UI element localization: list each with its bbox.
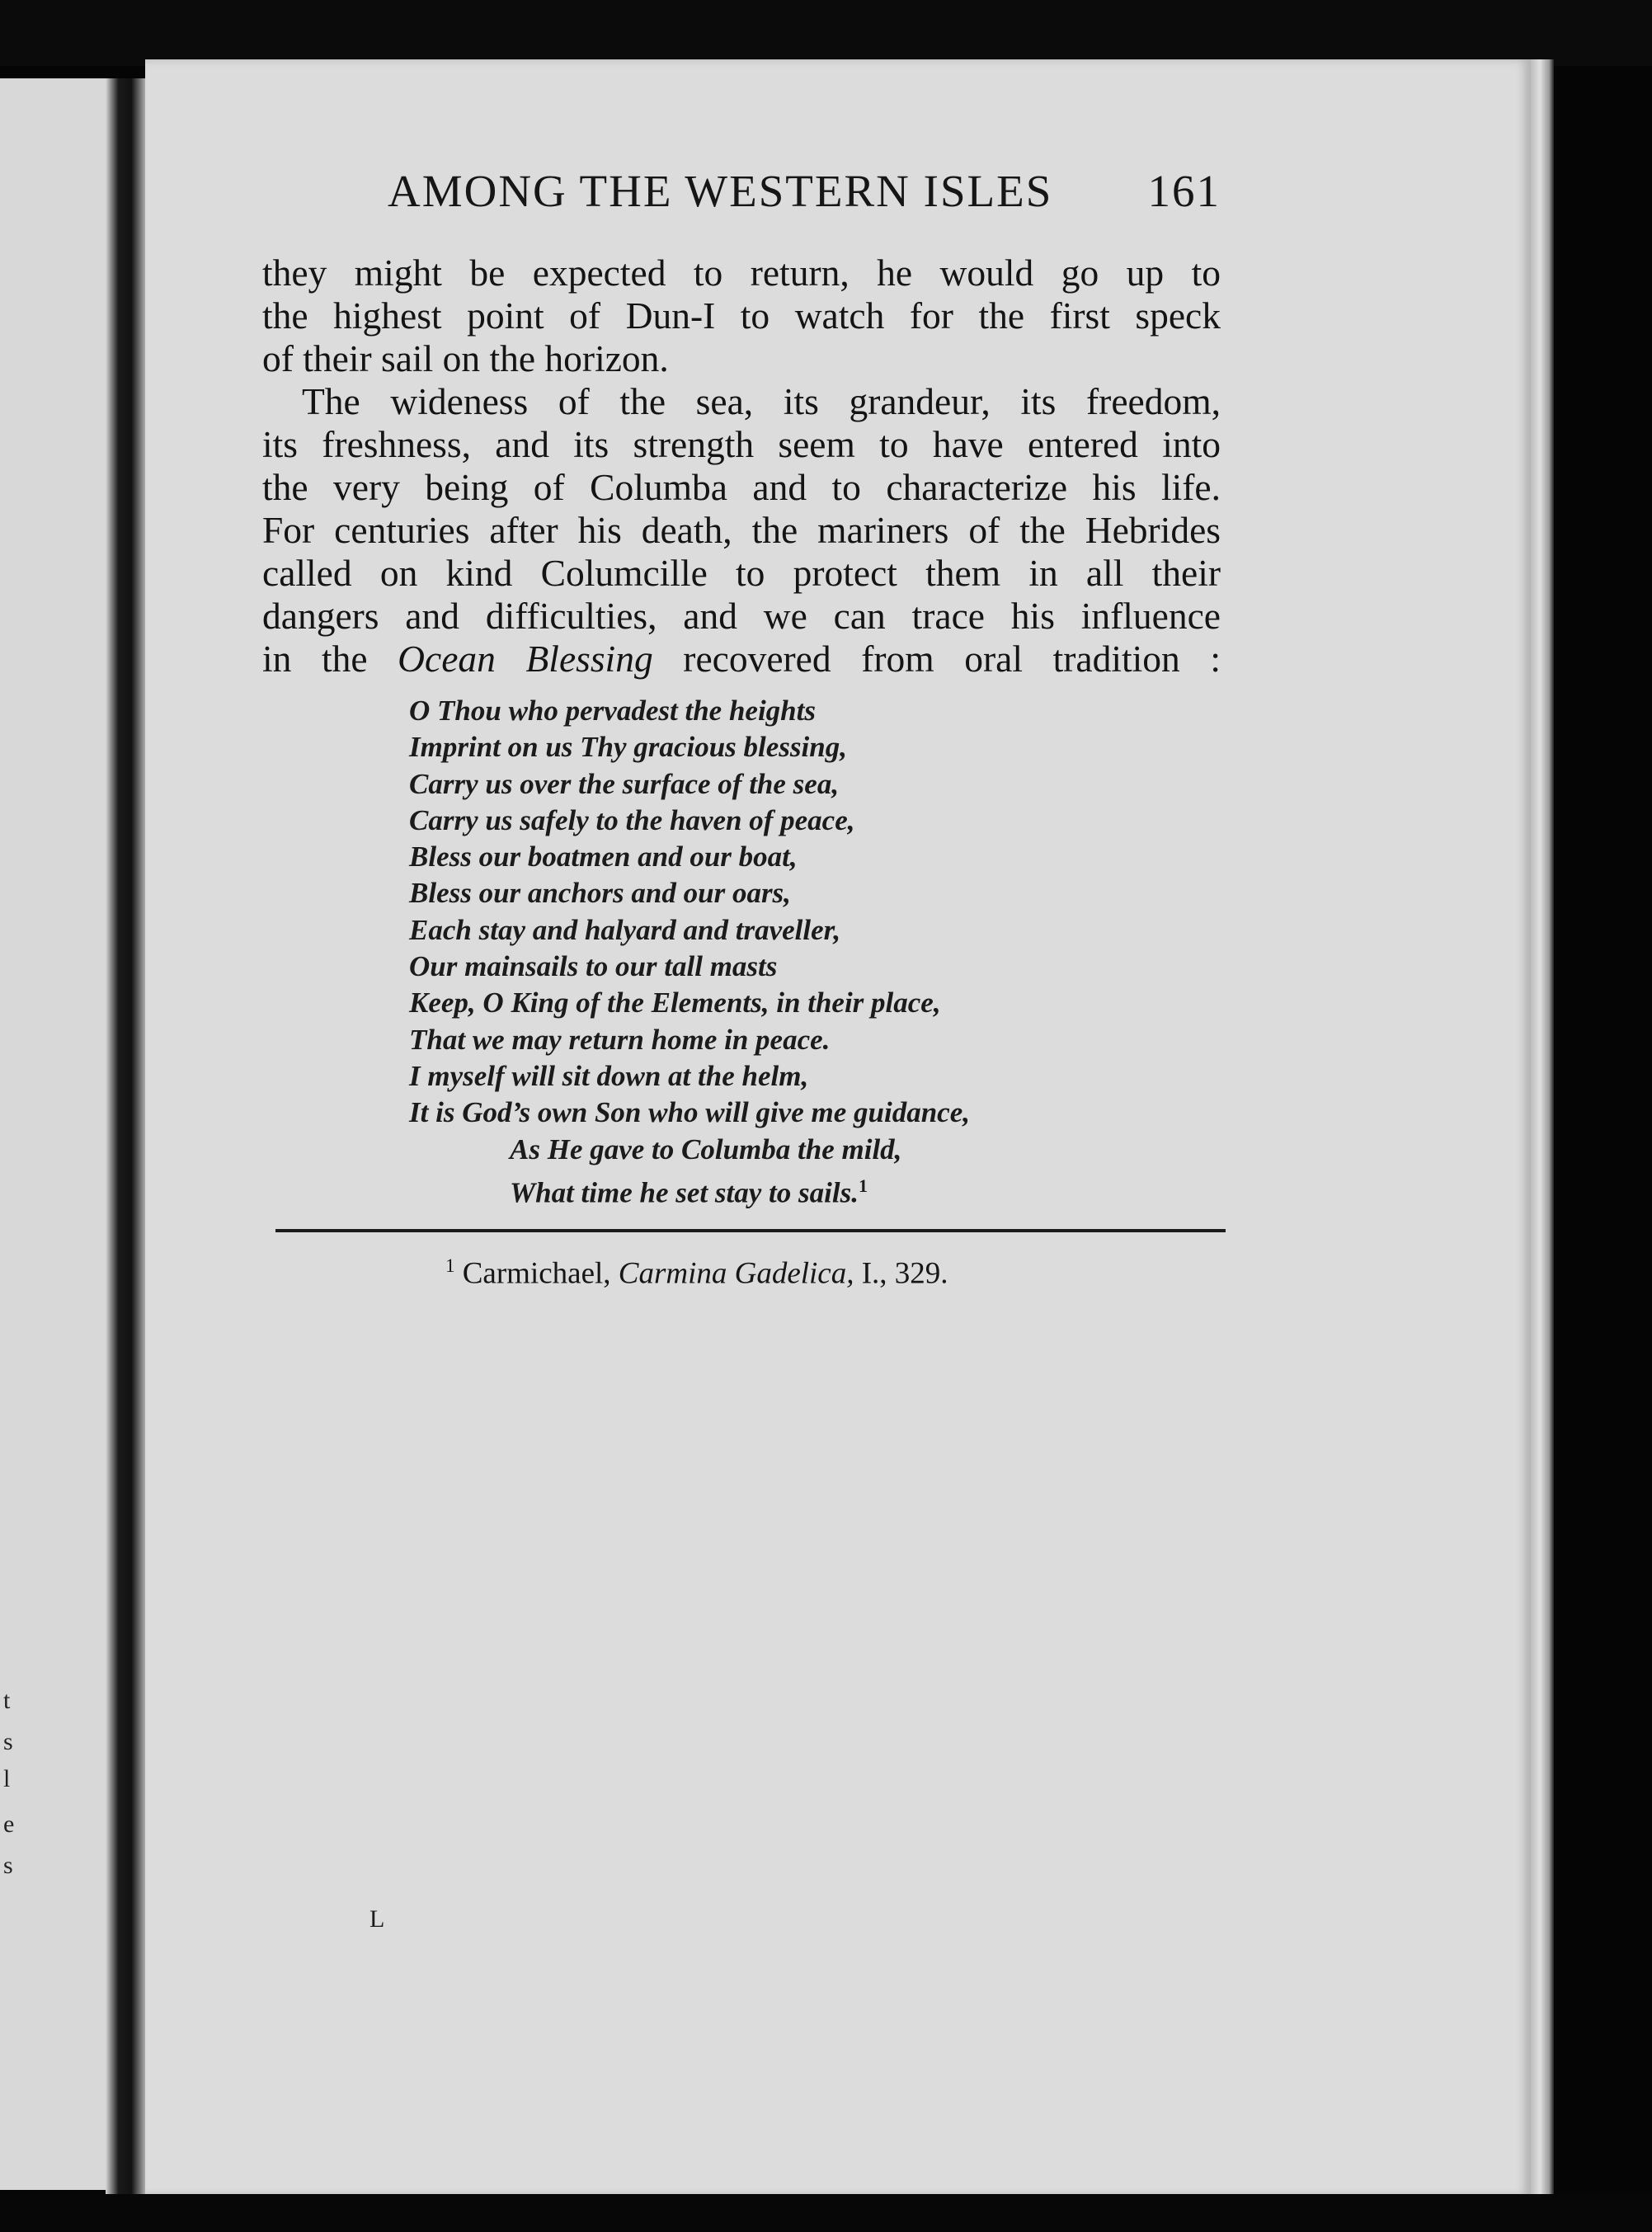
footnote-marker: 1 bbox=[445, 1255, 455, 1276]
ocean-blessing-poem bbox=[409, 693, 1151, 1212]
poem-line bbox=[409, 1168, 1151, 1212]
text-run: in the bbox=[262, 638, 398, 680]
facing-page-edge bbox=[0, 78, 115, 2190]
poem-line: As He gave to Columba the mild, bbox=[510, 1132, 902, 1165]
facing-page-char: l bbox=[3, 1765, 11, 1792]
running-title: AMONG THE WESTERN ISLES bbox=[388, 166, 1053, 216]
footnote-ref-text: I., 329. bbox=[854, 1256, 948, 1291]
poem-line: Our mainsails to our tall masts bbox=[409, 950, 778, 983]
paragraph-2 bbox=[262, 380, 1221, 680]
body-text bbox=[262, 252, 1221, 680]
text-line: of their sail on the horizon. bbox=[262, 337, 669, 379]
facing-page-char: t bbox=[3, 1687, 11, 1714]
scan-top-border bbox=[0, 0, 1652, 66]
facing-page-char: s bbox=[3, 1852, 13, 1879]
page-fore-edge bbox=[1531, 59, 1554, 2196]
text-line: the highest point of Dun-I to watch for the first speck bbox=[262, 294, 1221, 337]
footnote-author: Carmichael, bbox=[462, 1256, 619, 1291]
poem-line: Imprint on us Thy gracious blessing, bbox=[409, 731, 847, 764]
poem-line: Each stay and halyard and traveller, bbox=[409, 913, 841, 946]
poem-line-text: What time he set stay to sails. bbox=[510, 1176, 859, 1209]
footnote-work: Carmina Gadelica, bbox=[618, 1256, 854, 1291]
paragraph-1 bbox=[262, 252, 1221, 380]
text-line: its freshness, and its strength seem to have entered into bbox=[262, 423, 1221, 465]
text-line: The wideness of the sea, its grandeur, its freedom, bbox=[302, 380, 1221, 422]
poem-line: Bless our boatmen and our boat, bbox=[409, 841, 798, 873]
poem-line: O Thou who pervadest the heights bbox=[409, 695, 816, 727]
facing-page-char: e bbox=[3, 1811, 15, 1838]
scan-bottom-border bbox=[0, 2194, 1652, 2232]
text-line: For centuries after his death, the mariners of the Hebrides bbox=[262, 509, 1221, 551]
poem-line: Carry us safely to the haven of peace, bbox=[409, 803, 855, 836]
footnote-ref: 1 bbox=[858, 1175, 868, 1196]
signature-mark: L bbox=[369, 1905, 385, 1933]
text-line: dangers and difficulties, and we can trace his influence bbox=[262, 595, 1221, 637]
text-line: they might be expected to return, he would go up to bbox=[262, 252, 1221, 294]
poem-line: That we may return home in peace. bbox=[409, 1023, 831, 1056]
text-line: the very being of Columba and to characterize his life. bbox=[262, 466, 1221, 508]
facing-page-char: s bbox=[3, 1728, 13, 1755]
text-run: recovered from oral tradition : bbox=[652, 638, 1221, 680]
poem-line: Carry us over the surface of the sea, bbox=[409, 767, 840, 800]
poem-line: It is God’s own Son who will give me guidance, bbox=[409, 1096, 970, 1129]
page-number: 161 bbox=[1147, 166, 1221, 216]
footnote bbox=[445, 1255, 1188, 1291]
poem-line: I myself will sit down at the helm, bbox=[409, 1059, 809, 1092]
footnote-rule bbox=[275, 1229, 1226, 1232]
text-line bbox=[262, 638, 1221, 680]
book-gutter bbox=[106, 78, 148, 2206]
italic-title: Ocean Blessing bbox=[398, 638, 653, 680]
poem-line: Bless our anchors and our oars, bbox=[409, 877, 791, 910]
text-line: called on kind Columcille to protect them in all their bbox=[262, 552, 1221, 594]
poem-line: Keep, O King of the Elements, in their place, bbox=[409, 987, 941, 1019]
